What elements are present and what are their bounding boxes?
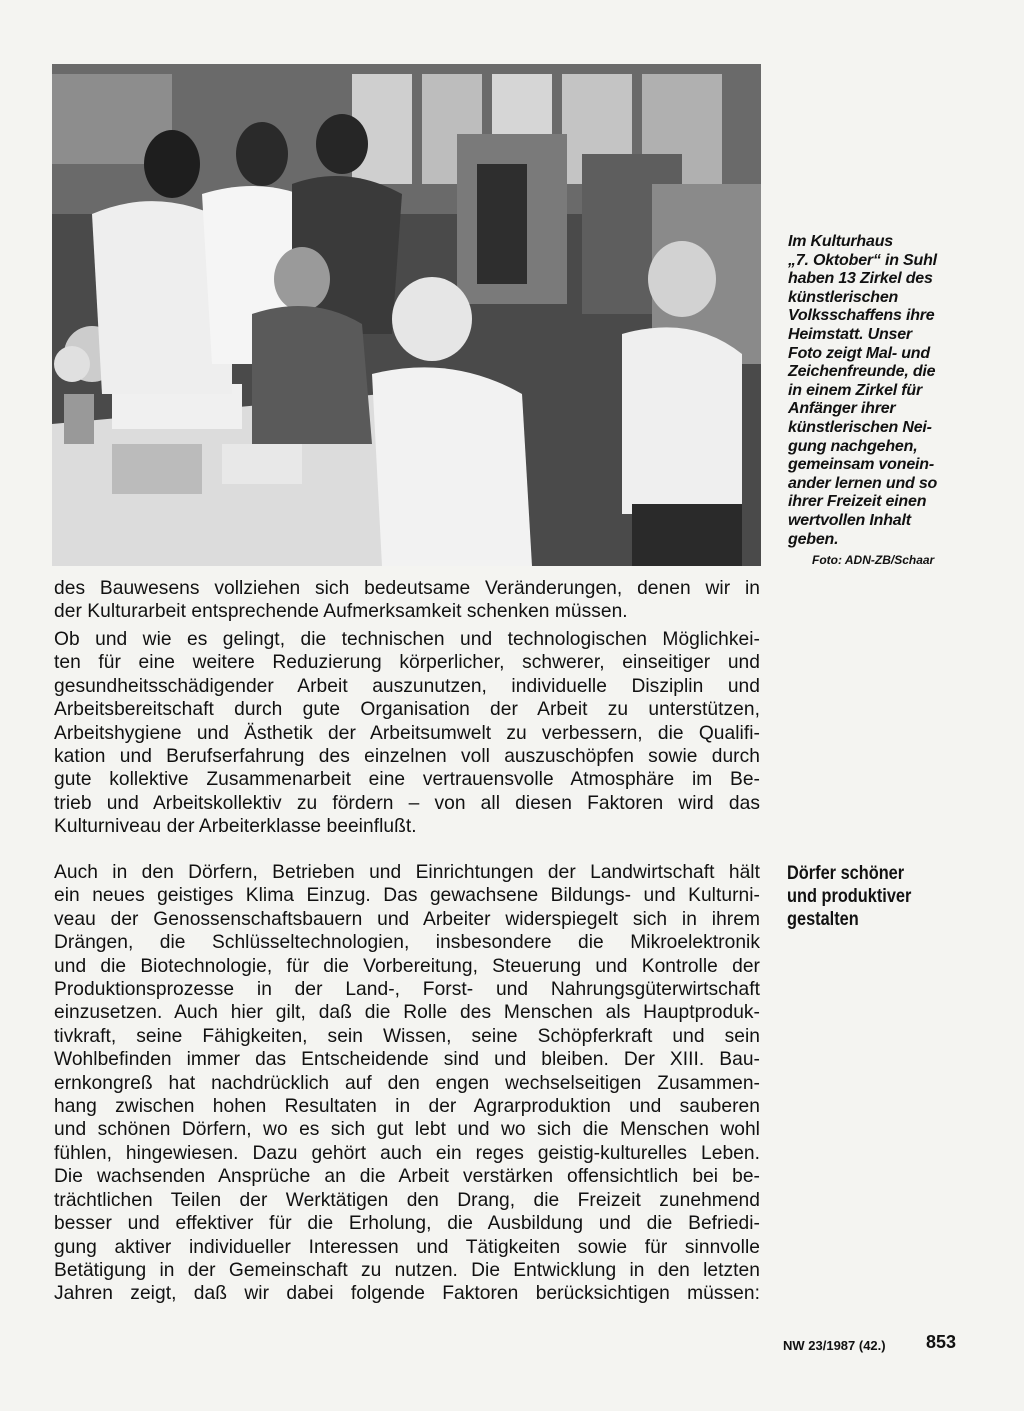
issue-reference: NW 23/1987 (42.) xyxy=(783,1338,886,1353)
text-line: trächtlichen Teilen der Werktätigen den Drang, die Freizeit zunehmend xyxy=(54,1189,760,1211)
caption-line: Heimstatt. Unser xyxy=(788,325,912,343)
text-line: veau der Genossenschaftsbauern und Arbeiter widerspiegelt sich in ihrem xyxy=(54,908,760,930)
text-line: Auch in den Dörfern, Betrieben und Einrichtungen der Landwirtschaft hält xyxy=(54,862,760,883)
text-line: fühlen, hingewiesen. Dazu gehört auch ein reges geistig-kulturelles Leben. xyxy=(54,1142,760,1164)
caption-line: Volksschaffens ihre xyxy=(788,307,935,325)
caption-line: in einem Zirkel für xyxy=(788,381,923,399)
text-line: Arbeitsbereitschaft durch gute Organisation der Arbeit zu unterstützen, xyxy=(54,699,760,721)
text-line: tivkraft, seine Fähigkeiten, sein Wissen, seine Schöpferkraft und sein xyxy=(54,1025,760,1047)
text-line: besser und effektiver für die Erholung, die Ausbildung und die Befriedi- xyxy=(54,1213,760,1235)
caption-line: Zeichenfreunde, die xyxy=(788,363,936,381)
text-line: Produktionsprozesse in der Land-, Forst- und Nahrungsgüterwirtschaft xyxy=(54,979,760,1001)
section-heading xyxy=(787,862,933,931)
caption-line: künstlerischen xyxy=(788,288,899,306)
text-line: ten für eine weitere Reduzierung körperlicher, schwerer, einseitiger und xyxy=(54,652,760,674)
text-line: gute kollektive Zusammenarbeit eine vertrauensvolle Atmosphäre im Be- xyxy=(54,769,760,791)
page-number: 853 xyxy=(926,1332,957,1352)
caption-line: geben. xyxy=(788,530,839,548)
photo-caption xyxy=(788,233,968,549)
caption-line: ihrer Freizeit einen xyxy=(788,493,927,511)
paragraph-2 xyxy=(54,628,760,839)
caption-line: Anfänger ihrer xyxy=(788,400,896,418)
text-line: der Kulturarbeit entsprechende Aufmerksamkeit schenken müssen. xyxy=(54,601,628,623)
text-line: einzusetzen. Auch hier gilt, daß die Rolle des Menschen als Hauptproduk- xyxy=(54,1002,760,1024)
text-line: und schönen Dörfern, wo es sich gut lebt und wo sich die Menschen wohl xyxy=(54,1119,760,1141)
text-line: Wohlbefinden immer das Entscheidende sind und bleiben. Der XIII. Bau- xyxy=(54,1049,760,1071)
text-line: Die wachsenden Ansprüche an die Arbeit verstärken offensichtlich bei be- xyxy=(54,1166,760,1188)
text-line: Ob und wie es gelingt, die technischen und technologischen Möglichkei- xyxy=(54,629,760,650)
text-line: kation und Berufserfahrung des einzelnen voll auszuschöpfen sowie durch xyxy=(54,746,760,768)
caption-line: ander lernen und so xyxy=(788,474,938,492)
caption-line: „7. Oktober“ in Suhl xyxy=(788,251,937,269)
text-line: ernkongreß hat nachdrücklich auf den engen wechselseitigen Zusammen- xyxy=(54,1072,760,1094)
caption-line: wertvollen Inhalt xyxy=(788,511,911,529)
text-line: Jahren zeigt, daß wir dabei folgende Faktoren berücksichtigen müssen: xyxy=(54,1283,760,1305)
caption-line: gemeinsam vonein- xyxy=(788,456,934,474)
paragraph-1 xyxy=(54,577,760,624)
heading-line: gestalten xyxy=(787,909,859,930)
caption-line: gung nachgehen, xyxy=(788,437,918,455)
caption-line: künstlerischen Nei- xyxy=(788,418,932,436)
text-line: hang zwischen hohen Resultaten in der Agrarproduktion und sauberen xyxy=(54,1096,760,1118)
text-line: trieb und Arbeitskollektiv zu fördern – von all diesen Faktoren wird das xyxy=(54,792,760,814)
text-line: gesundheitsschädigender Arbeit auszunutzen, individuelle Disziplin und xyxy=(54,675,760,697)
text-line: Betätigung in der Gemeinschaft zu nutzen. Die Entwicklung in den letzten xyxy=(54,1259,760,1281)
text-line: Drängen, die Schlüsseltechnologien, insbesondere die Mikroelektronik xyxy=(54,932,760,954)
painting-class-photo-icon xyxy=(52,64,761,566)
photo-credit: Foto: ADN-ZB/Schaar xyxy=(812,553,935,567)
text-line: Arbeitshygiene und Ästhetik der Arbeitsumwelt zu verbessern, die Qualifi- xyxy=(54,722,760,744)
text-line: Kulturniveau der Arbeiterklasse beeinflußt. xyxy=(54,816,417,838)
text-line: und die Biotechnologie, für die Vorbereitung, Steuerung und Kontrolle der xyxy=(54,955,760,977)
photo xyxy=(52,64,761,566)
text-line: gung aktiver individueller Interessen und Tätigkeiten sowie für sinnvolle xyxy=(54,1236,760,1258)
heading-line: Dörfer schöner xyxy=(787,863,905,884)
caption-line: Im Kulturhaus xyxy=(788,233,893,250)
text-line: ein neues geistiges Klima Einzug. Das gewachsene Bildungs- und Kulturni- xyxy=(54,885,760,907)
caption-line: haben 13 Zirkel des xyxy=(788,270,933,288)
text-line: des Bauwesens vollziehen sich bedeutsame Veränderungen, denen wir in xyxy=(54,578,760,599)
caption-line: Foto zeigt Mal- und xyxy=(788,344,930,362)
paragraph-3 xyxy=(54,861,760,1306)
heading-line: und produktiver xyxy=(787,886,912,907)
